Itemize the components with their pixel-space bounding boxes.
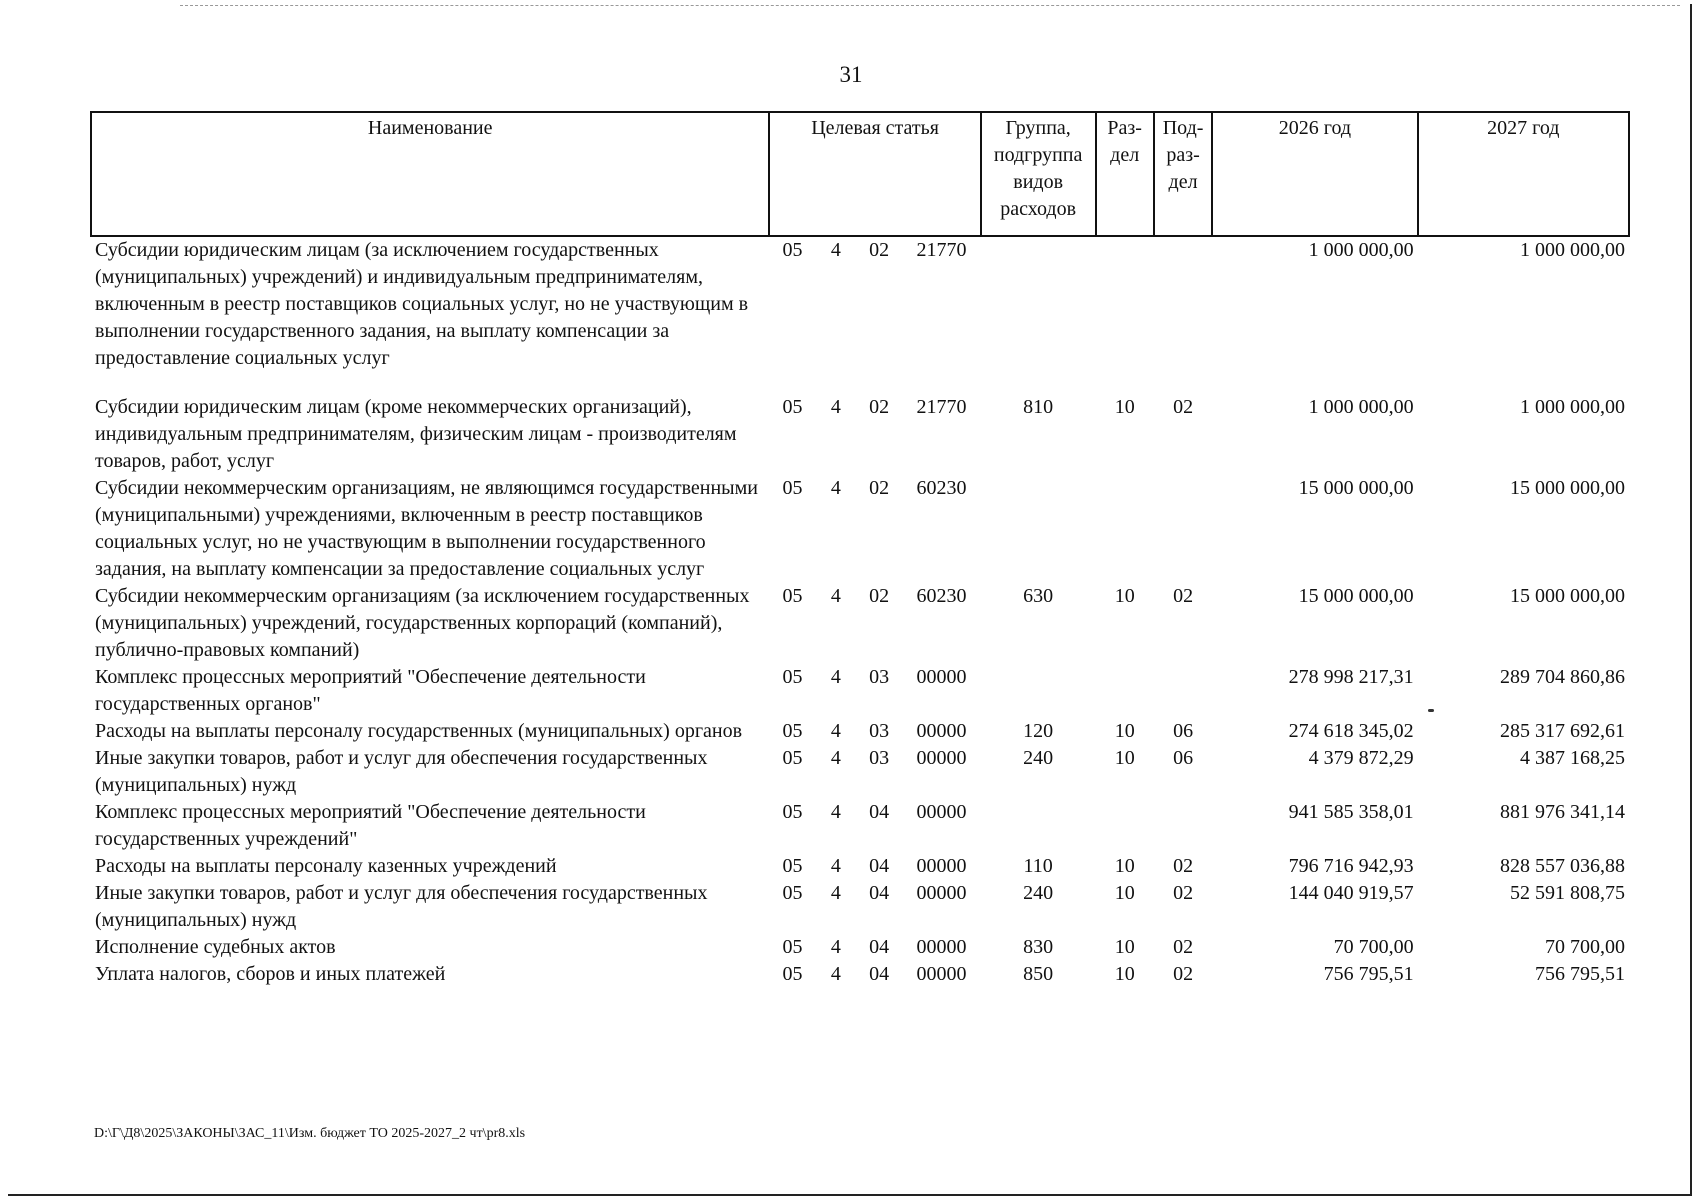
row-code-4: 00000 [916, 882, 967, 904]
row-code-3: 04 [869, 801, 890, 823]
table-row [91, 880, 1629, 934]
row-amount-2027: 756 795,51 [1535, 963, 1625, 985]
row-code-4: 00000 [916, 747, 967, 769]
top-rule [180, 5, 1680, 7]
table-row [91, 475, 1629, 583]
header-section: Раз- дел [1096, 112, 1154, 236]
table-row [91, 934, 1629, 961]
row-amount-2027: 828 557 036,88 [1500, 855, 1625, 877]
table-row [91, 236, 1629, 394]
row-code-1: 05 [782, 585, 803, 607]
row-amount-2026: 1 000 000,00 [1308, 396, 1414, 418]
row-code-1: 05 [782, 801, 803, 823]
row-group [981, 664, 1096, 718]
row-code-4: 21770 [916, 396, 967, 418]
row-group: 240 [1023, 747, 1054, 769]
row-code-4: 60230 [916, 477, 967, 499]
row-name: Субсидии юридическим лицам (кроме некоммерческих организаций), индивидуальным предпринимателям, физическим лицам - производителям товаров, работ, услуг [95, 396, 737, 472]
row-group [981, 236, 1096, 394]
row-code-1: 05 [782, 666, 803, 688]
row-amount-2027: 15 000 000,00 [1510, 585, 1625, 607]
row-group: 110 [1023, 855, 1053, 877]
row-group: 830 [1023, 936, 1054, 958]
row-amount-2026: 15 000 000,00 [1298, 585, 1414, 607]
row-group: 810 [1023, 396, 1054, 418]
row-code-1: 05 [782, 855, 803, 877]
header-subsection: Под- раз- дел [1154, 112, 1212, 236]
row-group: 630 [1023, 585, 1054, 607]
row-subsection: 02 [1173, 855, 1194, 877]
row-name: Исполнение судебных актов [95, 936, 336, 958]
table-row [91, 394, 1629, 475]
row-group: 120 [1023, 720, 1054, 742]
row-code-3: 04 [869, 963, 890, 985]
row-section: 10 [1114, 882, 1135, 904]
row-amount-2026: 144 040 919,57 [1288, 882, 1414, 904]
row-code-1: 05 [782, 720, 803, 742]
row-section: 10 [1114, 585, 1135, 607]
row-code-4: 00000 [916, 963, 967, 985]
table-row [91, 961, 1629, 988]
row-amount-2026: 70 700,00 [1333, 936, 1414, 958]
row-code-2: 4 [830, 936, 841, 958]
row-amount-2026: 756 795,51 [1323, 963, 1414, 985]
row-subsection: 06 [1173, 747, 1194, 769]
row-code-3: 02 [869, 396, 890, 418]
row-code-3: 04 [869, 936, 890, 958]
row-section [1096, 664, 1154, 718]
row-code-3: 03 [869, 747, 890, 769]
row-code-4: 60230 [916, 585, 967, 607]
row-amount-2026: 274 618 345,02 [1288, 720, 1414, 742]
header-year-2026: 2026 год [1212, 112, 1417, 236]
row-code-1: 05 [782, 936, 803, 958]
row-code-3: 03 [869, 666, 890, 688]
row-code-2: 4 [830, 720, 841, 742]
row-group: 240 [1023, 882, 1054, 904]
row-name: Уплата налогов, сборов и иных платежей [95, 963, 446, 985]
row-amount-2027: 4 387 168,25 [1520, 747, 1625, 769]
row-amount-2027: 881 976 341,14 [1500, 801, 1625, 823]
row-amount-2026: 941 585 358,01 [1288, 801, 1414, 823]
row-name: Комплекс процессных мероприятий "Обеспечение деятельности государственных органов" [95, 666, 646, 715]
row-subsection: 02 [1173, 882, 1194, 904]
row-section: 10 [1114, 855, 1135, 877]
row-subsection [1154, 799, 1212, 853]
row-subsection [1154, 236, 1212, 394]
row-code-2: 4 [830, 666, 841, 688]
table-row [91, 583, 1629, 664]
file-path-footer: D:\Г\Д8\2025\ЗАКОНЫ\ЗАС_11\Изм. бюджет ТО 2025-2027_2 чт\pr8.xls [94, 1126, 526, 1141]
row-code-1: 05 [782, 239, 803, 261]
row-name: Комплекс процессных мероприятий "Обеспечение деятельности государственных учреждений" [95, 801, 646, 850]
row-code-1: 05 [782, 882, 803, 904]
row-amount-2027: 15 000 000,00 [1510, 477, 1625, 499]
row-subsection: 06 [1173, 720, 1194, 742]
row-subsection: 02 [1173, 963, 1194, 985]
row-name: Расходы на выплаты персоналу казенных учреждений [95, 855, 557, 877]
row-code-1: 05 [782, 477, 803, 499]
row-code-3: 04 [869, 855, 890, 877]
row-name: Субсидии некоммерческим организациям, не являющимся государственными (муниципальными) учреждениями, включенным в реестр поставщиков социальных услуг, но не участвующим в выполнении государственного задания, на выплату компенсации за предоставление социальных услуг [95, 477, 758, 580]
row-section: 10 [1114, 747, 1135, 769]
row-code-2: 4 [830, 239, 841, 261]
table-row [91, 745, 1629, 799]
header-expense-group: Группа, подгруппа видов расходов [981, 112, 1096, 236]
row-section: 10 [1114, 720, 1135, 742]
row-subsection: 02 [1173, 585, 1194, 607]
row-code-2: 4 [830, 963, 841, 985]
row-subsection [1154, 475, 1212, 583]
row-name: Субсидии некоммерческим организациям (за исключением государственных (муниципальных) учреждений, государственных корпораций (компаний), публично-правовых компаний) [95, 585, 750, 661]
row-section [1096, 799, 1154, 853]
row-section: 10 [1114, 396, 1135, 418]
row-code-2: 4 [830, 585, 841, 607]
row-code-4: 00000 [916, 801, 967, 823]
row-section [1096, 475, 1154, 583]
row-code-3: 02 [869, 239, 890, 261]
row-code-4: 21770 [916, 239, 967, 261]
row-amount-2026: 4 379 872,29 [1308, 747, 1414, 769]
row-group: 850 [1023, 963, 1054, 985]
row-amount-2026: 278 998 217,31 [1288, 666, 1414, 688]
row-name: Иные закупки товаров, работ и услуг для обеспечения государственных (муниципальных) нужд [95, 747, 708, 796]
row-section: 10 [1114, 936, 1135, 958]
row-code-3: 02 [869, 585, 890, 607]
row-group [981, 799, 1096, 853]
row-code-2: 4 [830, 855, 841, 877]
row-name: Субсидии юридическим лицам (за исключением государственных (муниципальных) учреждений) и индивидуальным предпринимателям, включенным в реестр поставщиков социальных услуг, но не участвующим в выполнении государственного задания, на выплату компенсации за предоставление социальных услуг [95, 239, 749, 369]
budget-table [90, 111, 1630, 988]
table-row [91, 664, 1629, 718]
row-amount-2027: 1 000 000,00 [1520, 239, 1625, 261]
row-name: Иные закупки товаров, работ и услуг для обеспечения государственных (муниципальных) нужд [95, 882, 708, 931]
row-amount-2026: 796 716 942,93 [1288, 855, 1414, 877]
row-section: 10 [1114, 963, 1135, 985]
row-amount-2027: 289 704 860,86 [1500, 666, 1625, 688]
row-amount-2027: 1 000 000,00 [1520, 396, 1625, 418]
row-code-1: 05 [782, 963, 803, 985]
row-code-2: 4 [830, 801, 841, 823]
row-code-3: 04 [869, 882, 890, 904]
table-row [91, 799, 1629, 853]
row-amount-2026: 15 000 000,00 [1298, 477, 1414, 499]
row-code-2: 4 [830, 882, 841, 904]
table-row [91, 718, 1629, 745]
table-row [91, 853, 1629, 880]
page-number: 31 [839, 62, 863, 87]
header-year-2027: 2027 год [1418, 112, 1629, 236]
table-header-row [91, 112, 1629, 236]
header-name: Наименование [91, 112, 769, 236]
row-amount-2027: 70 700,00 [1545, 936, 1625, 958]
row-amount-2027: 52 591 808,75 [1510, 882, 1625, 904]
row-code-1: 05 [782, 396, 803, 418]
row-name: Расходы на выплаты персоналу государственных (муниципальных) органов [95, 720, 743, 742]
row-code-3: 03 [869, 720, 890, 742]
row-code-1: 05 [782, 747, 803, 769]
row-code-4: 00000 [916, 936, 967, 958]
row-code-4: 00000 [916, 855, 967, 877]
row-code-2: 4 [830, 477, 841, 499]
header-target-article: Целевая статья [769, 112, 980, 236]
row-section [1096, 236, 1154, 394]
row-group [981, 475, 1096, 583]
row-code-4: 00000 [916, 666, 967, 688]
row-code-2: 4 [830, 396, 841, 418]
row-code-2: 4 [830, 747, 841, 769]
row-subsection: 02 [1173, 936, 1194, 958]
row-code-4: 00000 [916, 720, 967, 742]
row-subsection: 02 [1173, 396, 1194, 418]
row-amount-2026: 1 000 000,00 [1308, 239, 1414, 261]
row-subsection [1154, 664, 1212, 718]
scan-speck [1428, 709, 1434, 712]
row-code-3: 02 [869, 477, 890, 499]
row-amount-2027: 285 317 692,61 [1500, 720, 1625, 742]
